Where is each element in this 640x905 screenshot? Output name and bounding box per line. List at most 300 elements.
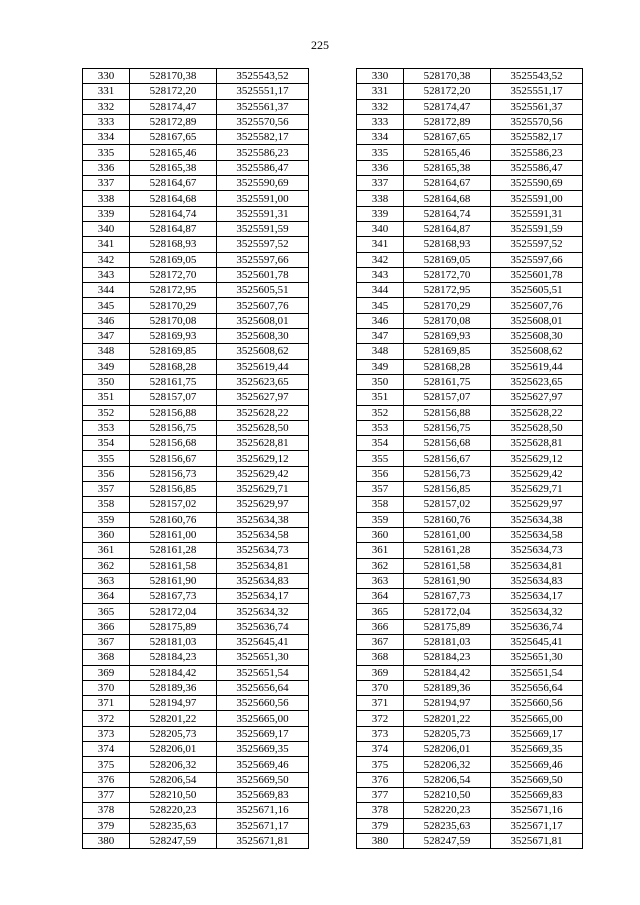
right-point-number-cell: 369 <box>357 665 404 680</box>
right-point-number-cell: 363 <box>357 573 404 588</box>
right-x-coordinate-cell: 528170,38 <box>404 69 491 84</box>
right-y-coordinate-cell: 3525623,65 <box>491 374 583 389</box>
left-y-coordinate-cell: 3525645,41 <box>217 634 309 649</box>
left-x-coordinate-cell: 528156,68 <box>130 436 217 451</box>
left-x-coordinate-cell: 528235,63 <box>130 818 217 833</box>
left-y-coordinate-cell: 3525627,97 <box>217 390 309 405</box>
left-y-coordinate-cell: 3525634,32 <box>217 604 309 619</box>
column-gap-cell <box>309 634 357 649</box>
table-row <box>83 221 583 236</box>
left-y-coordinate-cell: 3525636,74 <box>217 619 309 634</box>
column-gap-cell <box>309 451 357 466</box>
right-point-number-cell: 374 <box>357 742 404 757</box>
right-x-coordinate-cell: 528160,76 <box>404 512 491 527</box>
right-point-number-cell: 333 <box>357 114 404 129</box>
left-point-number-cell: 336 <box>83 160 130 175</box>
left-y-coordinate-cell: 3525629,42 <box>217 466 309 481</box>
column-gap-cell <box>309 436 357 451</box>
column-gap-cell <box>309 329 357 344</box>
right-y-coordinate-cell: 3525551,17 <box>491 84 583 99</box>
left-x-coordinate-cell: 528206,54 <box>130 772 217 787</box>
left-x-coordinate-cell: 528156,88 <box>130 405 217 420</box>
table-row <box>83 818 583 833</box>
left-point-number-cell: 344 <box>83 283 130 298</box>
column-gap-cell <box>309 359 357 374</box>
right-x-coordinate-cell: 528235,63 <box>404 818 491 833</box>
right-point-number-cell: 337 <box>357 176 404 191</box>
right-x-coordinate-cell: 528169,05 <box>404 252 491 267</box>
left-point-number-cell: 374 <box>83 742 130 757</box>
left-x-coordinate-cell: 528161,90 <box>130 573 217 588</box>
right-point-number-cell: 375 <box>357 757 404 772</box>
left-point-number-cell: 358 <box>83 497 130 512</box>
right-y-coordinate-cell: 3525586,23 <box>491 145 583 160</box>
right-point-number-cell: 379 <box>357 818 404 833</box>
right-x-coordinate-cell: 528156,73 <box>404 466 491 481</box>
table-row <box>83 665 583 680</box>
left-y-coordinate-cell: 3525669,35 <box>217 742 309 757</box>
table-row <box>83 114 583 129</box>
table-row <box>83 374 583 389</box>
right-y-coordinate-cell: 3525660,56 <box>491 696 583 711</box>
left-x-coordinate-cell: 528169,05 <box>130 252 217 267</box>
column-gap-cell <box>309 818 357 833</box>
left-y-coordinate-cell: 3525671,81 <box>217 833 309 848</box>
left-point-number-cell: 348 <box>83 344 130 359</box>
left-point-number-cell: 331 <box>83 84 130 99</box>
right-y-coordinate-cell: 3525669,35 <box>491 742 583 757</box>
right-point-number-cell: 331 <box>357 84 404 99</box>
left-y-coordinate-cell: 3525634,17 <box>217 589 309 604</box>
left-y-coordinate-cell: 3525597,52 <box>217 237 309 252</box>
left-point-number-cell: 361 <box>83 543 130 558</box>
right-x-coordinate-cell: 528157,07 <box>404 390 491 405</box>
left-x-coordinate-cell: 528160,76 <box>130 512 217 527</box>
right-x-coordinate-cell: 528156,85 <box>404 482 491 497</box>
right-x-coordinate-cell: 528164,68 <box>404 191 491 206</box>
right-x-coordinate-cell: 528161,58 <box>404 558 491 573</box>
right-y-coordinate-cell: 3525669,83 <box>491 787 583 802</box>
left-x-coordinate-cell: 528172,89 <box>130 114 217 129</box>
table-row <box>83 589 583 604</box>
column-gap-cell <box>309 772 357 787</box>
left-point-number-cell: 341 <box>83 237 130 252</box>
right-y-coordinate-cell: 3525601,78 <box>491 267 583 282</box>
left-point-number-cell: 369 <box>83 665 130 680</box>
left-x-coordinate-cell: 528157,02 <box>130 497 217 512</box>
column-gap-cell <box>309 512 357 527</box>
left-y-coordinate-cell: 3525601,78 <box>217 267 309 282</box>
right-y-coordinate-cell: 3525669,50 <box>491 772 583 787</box>
left-y-coordinate-cell: 3525591,31 <box>217 206 309 221</box>
left-point-number-cell: 351 <box>83 390 130 405</box>
left-x-coordinate-cell: 528201,22 <box>130 711 217 726</box>
right-point-number-cell: 346 <box>357 313 404 328</box>
right-y-coordinate-cell: 3525629,42 <box>491 466 583 481</box>
right-point-number-cell: 371 <box>357 696 404 711</box>
left-point-number-cell: 357 <box>83 482 130 497</box>
right-point-number-cell: 378 <box>357 803 404 818</box>
right-x-coordinate-cell: 528169,93 <box>404 329 491 344</box>
table-row <box>83 84 583 99</box>
column-gap-cell <box>309 99 357 114</box>
column-gap-cell <box>309 374 357 389</box>
table-row <box>83 619 583 634</box>
table-row <box>83 405 583 420</box>
right-x-coordinate-cell: 528172,89 <box>404 114 491 129</box>
table-row <box>83 772 583 787</box>
left-x-coordinate-cell: 528157,07 <box>130 390 217 405</box>
column-gap-cell <box>309 130 357 145</box>
column-gap-cell <box>309 604 357 619</box>
left-point-number-cell: 346 <box>83 313 130 328</box>
column-gap-cell <box>309 680 357 695</box>
right-point-number-cell: 357 <box>357 482 404 497</box>
left-x-coordinate-cell: 528165,46 <box>130 145 217 160</box>
table-row <box>83 191 583 206</box>
column-gap-cell <box>309 344 357 359</box>
right-y-coordinate-cell: 3525591,31 <box>491 206 583 221</box>
column-gap-cell <box>309 267 357 282</box>
column-gap-cell <box>309 84 357 99</box>
right-x-coordinate-cell: 528184,23 <box>404 650 491 665</box>
right-point-number-cell: 351 <box>357 390 404 405</box>
left-x-coordinate-cell: 528172,20 <box>130 84 217 99</box>
right-y-coordinate-cell: 3525634,81 <box>491 558 583 573</box>
right-x-coordinate-cell: 528164,74 <box>404 206 491 221</box>
right-y-coordinate-cell: 3525629,71 <box>491 482 583 497</box>
column-gap-cell <box>309 283 357 298</box>
right-point-number-cell: 359 <box>357 512 404 527</box>
right-y-coordinate-cell: 3525651,54 <box>491 665 583 680</box>
right-x-coordinate-cell: 528175,89 <box>404 619 491 634</box>
right-y-coordinate-cell: 3525669,17 <box>491 726 583 741</box>
column-gap-cell <box>309 726 357 741</box>
table-row <box>83 512 583 527</box>
left-x-coordinate-cell: 528161,00 <box>130 527 217 542</box>
table-row <box>83 160 583 175</box>
right-x-coordinate-cell: 528167,73 <box>404 589 491 604</box>
right-x-coordinate-cell: 528206,32 <box>404 757 491 772</box>
left-point-number-cell: 362 <box>83 558 130 573</box>
right-y-coordinate-cell: 3525582,17 <box>491 130 583 145</box>
right-y-coordinate-cell: 3525645,41 <box>491 634 583 649</box>
table-row <box>83 329 583 344</box>
left-point-number-cell: 365 <box>83 604 130 619</box>
left-point-number-cell: 368 <box>83 650 130 665</box>
table-row <box>83 451 583 466</box>
right-x-coordinate-cell: 528247,59 <box>404 833 491 848</box>
column-gap-cell <box>309 466 357 481</box>
right-point-number-cell: 345 <box>357 298 404 313</box>
right-y-coordinate-cell: 3525669,46 <box>491 757 583 772</box>
left-x-coordinate-cell: 528165,38 <box>130 160 217 175</box>
right-x-coordinate-cell: 528172,20 <box>404 84 491 99</box>
column-gap-cell <box>309 191 357 206</box>
table-row <box>83 390 583 405</box>
column-gap-cell <box>309 619 357 634</box>
left-y-coordinate-cell: 3525590,69 <box>217 176 309 191</box>
table-row <box>83 634 583 649</box>
coordinates-table-body <box>83 69 583 849</box>
left-point-number-cell: 354 <box>83 436 130 451</box>
page-number: 225 <box>311 38 329 52</box>
right-y-coordinate-cell: 3525671,81 <box>491 833 583 848</box>
right-point-number-cell: 354 <box>357 436 404 451</box>
column-gap-cell <box>309 757 357 772</box>
right-y-coordinate-cell: 3525607,76 <box>491 298 583 313</box>
left-x-coordinate-cell: 528168,28 <box>130 359 217 374</box>
right-y-coordinate-cell: 3525634,17 <box>491 589 583 604</box>
left-y-coordinate-cell: 3525628,81 <box>217 436 309 451</box>
left-x-coordinate-cell: 528175,89 <box>130 619 217 634</box>
left-y-coordinate-cell: 3525671,16 <box>217 803 309 818</box>
left-point-number-cell: 366 <box>83 619 130 634</box>
right-y-coordinate-cell: 3525634,58 <box>491 527 583 542</box>
column-gap-cell <box>309 787 357 802</box>
table-row <box>83 420 583 435</box>
left-point-number-cell: 335 <box>83 145 130 160</box>
left-point-number-cell: 350 <box>83 374 130 389</box>
table-row <box>83 527 583 542</box>
column-gap-cell <box>309 145 357 160</box>
column-gap-cell <box>309 221 357 236</box>
right-point-number-cell: 353 <box>357 420 404 435</box>
right-x-coordinate-cell: 528164,87 <box>404 221 491 236</box>
left-x-coordinate-cell: 528161,58 <box>130 558 217 573</box>
column-gap-cell <box>309 114 357 129</box>
left-point-number-cell: 334 <box>83 130 130 145</box>
column-gap-cell <box>309 405 357 420</box>
right-x-coordinate-cell: 528194,97 <box>404 696 491 711</box>
table-row <box>83 99 583 114</box>
left-y-coordinate-cell: 3525623,65 <box>217 374 309 389</box>
right-point-number-cell: 344 <box>357 283 404 298</box>
right-y-coordinate-cell: 3525634,83 <box>491 573 583 588</box>
table-row <box>83 573 583 588</box>
right-x-coordinate-cell: 528161,28 <box>404 543 491 558</box>
left-point-number-cell: 376 <box>83 772 130 787</box>
right-point-number-cell: 332 <box>357 99 404 114</box>
column-gap-cell <box>309 711 357 726</box>
table-row <box>83 359 583 374</box>
column-gap-cell <box>309 527 357 542</box>
left-x-coordinate-cell: 528247,59 <box>130 833 217 848</box>
left-point-number-cell: 363 <box>83 573 130 588</box>
right-point-number-cell: 364 <box>357 589 404 604</box>
column-gap-cell <box>309 298 357 313</box>
left-y-coordinate-cell: 3525669,46 <box>217 757 309 772</box>
left-x-coordinate-cell: 528156,67 <box>130 451 217 466</box>
left-x-coordinate-cell: 528167,65 <box>130 130 217 145</box>
left-point-number-cell: 379 <box>83 818 130 833</box>
column-gap-cell <box>309 803 357 818</box>
left-y-coordinate-cell: 3525570,56 <box>217 114 309 129</box>
right-y-coordinate-cell: 3525636,74 <box>491 619 583 634</box>
right-x-coordinate-cell: 528189,36 <box>404 680 491 695</box>
right-x-coordinate-cell: 528172,95 <box>404 283 491 298</box>
left-x-coordinate-cell: 528172,70 <box>130 267 217 282</box>
table-row <box>83 711 583 726</box>
left-x-coordinate-cell: 528172,04 <box>130 604 217 619</box>
right-x-coordinate-cell: 528170,08 <box>404 313 491 328</box>
right-point-number-cell: 355 <box>357 451 404 466</box>
left-y-coordinate-cell: 3525671,17 <box>217 818 309 833</box>
column-gap-cell <box>309 160 357 175</box>
left-y-coordinate-cell: 3525543,52 <box>217 69 309 84</box>
left-x-coordinate-cell: 528168,93 <box>130 237 217 252</box>
column-gap-cell <box>309 206 357 221</box>
right-y-coordinate-cell: 3525608,30 <box>491 329 583 344</box>
right-y-coordinate-cell: 3525597,52 <box>491 237 583 252</box>
right-point-number-cell: 343 <box>357 267 404 282</box>
right-point-number-cell: 372 <box>357 711 404 726</box>
right-x-coordinate-cell: 528168,93 <box>404 237 491 252</box>
right-x-coordinate-cell: 528168,28 <box>404 359 491 374</box>
left-x-coordinate-cell: 528184,42 <box>130 665 217 680</box>
right-point-number-cell: 366 <box>357 619 404 634</box>
right-y-coordinate-cell: 3525629,97 <box>491 497 583 512</box>
left-x-coordinate-cell: 528164,68 <box>130 191 217 206</box>
left-point-number-cell: 373 <box>83 726 130 741</box>
column-gap-cell <box>309 420 357 435</box>
right-point-number-cell: 377 <box>357 787 404 802</box>
left-point-number-cell: 342 <box>83 252 130 267</box>
left-point-number-cell: 375 <box>83 757 130 772</box>
right-point-number-cell: 330 <box>357 69 404 84</box>
right-y-coordinate-cell: 3525591,00 <box>491 191 583 206</box>
right-x-coordinate-cell: 528156,67 <box>404 451 491 466</box>
right-y-coordinate-cell: 3525671,16 <box>491 803 583 818</box>
right-x-coordinate-cell: 528161,00 <box>404 527 491 542</box>
right-x-coordinate-cell: 528201,22 <box>404 711 491 726</box>
right-y-coordinate-cell: 3525561,37 <box>491 99 583 114</box>
left-x-coordinate-cell: 528172,95 <box>130 283 217 298</box>
column-gap-cell <box>309 833 357 848</box>
table-row <box>83 604 583 619</box>
right-y-coordinate-cell: 3525628,22 <box>491 405 583 420</box>
table-row <box>83 237 583 252</box>
left-point-number-cell: 359 <box>83 512 130 527</box>
left-y-coordinate-cell: 3525634,58 <box>217 527 309 542</box>
left-x-coordinate-cell: 528220,23 <box>130 803 217 818</box>
table-row <box>83 130 583 145</box>
right-y-coordinate-cell: 3525634,32 <box>491 604 583 619</box>
table-row <box>83 252 583 267</box>
table-row <box>83 803 583 818</box>
table-row <box>83 680 583 695</box>
right-y-coordinate-cell: 3525634,38 <box>491 512 583 527</box>
left-point-number-cell: 337 <box>83 176 130 191</box>
left-point-number-cell: 345 <box>83 298 130 313</box>
left-x-coordinate-cell: 528156,73 <box>130 466 217 481</box>
left-y-coordinate-cell: 3525656,64 <box>217 680 309 695</box>
right-point-number-cell: 336 <box>357 160 404 175</box>
right-point-number-cell: 356 <box>357 466 404 481</box>
right-point-number-cell: 361 <box>357 543 404 558</box>
column-gap-cell <box>309 573 357 588</box>
right-y-coordinate-cell: 3525665,00 <box>491 711 583 726</box>
left-point-number-cell: 355 <box>83 451 130 466</box>
left-y-coordinate-cell: 3525561,37 <box>217 99 309 114</box>
right-point-number-cell: 380 <box>357 833 404 848</box>
table-row <box>83 298 583 313</box>
left-y-coordinate-cell: 3525660,56 <box>217 696 309 711</box>
left-y-coordinate-cell: 3525591,59 <box>217 221 309 236</box>
left-y-coordinate-cell: 3525608,01 <box>217 313 309 328</box>
table-row <box>83 757 583 772</box>
left-x-coordinate-cell: 528210,50 <box>130 787 217 802</box>
left-point-number-cell: 352 <box>83 405 130 420</box>
left-x-coordinate-cell: 528161,75 <box>130 374 217 389</box>
right-point-number-cell: 350 <box>357 374 404 389</box>
coordinates-table <box>82 68 583 849</box>
column-gap-cell <box>309 742 357 757</box>
table-row <box>83 466 583 481</box>
left-point-number-cell: 378 <box>83 803 130 818</box>
left-point-number-cell: 360 <box>83 527 130 542</box>
left-point-number-cell: 338 <box>83 191 130 206</box>
right-y-coordinate-cell: 3525570,56 <box>491 114 583 129</box>
left-point-number-cell: 356 <box>83 466 130 481</box>
left-x-coordinate-cell: 528164,67 <box>130 176 217 191</box>
left-point-number-cell: 380 <box>83 833 130 848</box>
right-y-coordinate-cell: 3525629,12 <box>491 451 583 466</box>
right-y-coordinate-cell: 3525651,30 <box>491 650 583 665</box>
left-x-coordinate-cell: 528174,47 <box>130 99 217 114</box>
right-y-coordinate-cell: 3525543,52 <box>491 69 583 84</box>
left-y-coordinate-cell: 3525634,83 <box>217 573 309 588</box>
right-y-coordinate-cell: 3525634,73 <box>491 543 583 558</box>
right-x-coordinate-cell: 528170,29 <box>404 298 491 313</box>
left-point-number-cell: 349 <box>83 359 130 374</box>
right-x-coordinate-cell: 528172,04 <box>404 604 491 619</box>
right-point-number-cell: 373 <box>357 726 404 741</box>
left-point-number-cell: 364 <box>83 589 130 604</box>
right-point-number-cell: 376 <box>357 772 404 787</box>
right-x-coordinate-cell: 528156,88 <box>404 405 491 420</box>
left-y-coordinate-cell: 3525634,38 <box>217 512 309 527</box>
right-x-coordinate-cell: 528174,47 <box>404 99 491 114</box>
right-y-coordinate-cell: 3525628,81 <box>491 436 583 451</box>
left-x-coordinate-cell: 528167,73 <box>130 589 217 604</box>
column-gap-cell <box>309 589 357 604</box>
left-point-number-cell: 332 <box>83 99 130 114</box>
right-y-coordinate-cell: 3525591,59 <box>491 221 583 236</box>
right-y-coordinate-cell: 3525628,50 <box>491 420 583 435</box>
left-y-coordinate-cell: 3525607,76 <box>217 298 309 313</box>
right-y-coordinate-cell: 3525597,66 <box>491 252 583 267</box>
left-y-coordinate-cell: 3525665,00 <box>217 711 309 726</box>
left-y-coordinate-cell: 3525669,83 <box>217 787 309 802</box>
left-y-coordinate-cell: 3525605,51 <box>217 283 309 298</box>
right-x-coordinate-cell: 528156,75 <box>404 420 491 435</box>
table-row <box>83 344 583 359</box>
table-row <box>83 497 583 512</box>
column-gap-cell <box>309 313 357 328</box>
right-point-number-cell: 368 <box>357 650 404 665</box>
right-x-coordinate-cell: 528167,65 <box>404 130 491 145</box>
right-point-number-cell: 362 <box>357 558 404 573</box>
right-y-coordinate-cell: 3525656,64 <box>491 680 583 695</box>
column-gap-cell <box>309 482 357 497</box>
left-y-coordinate-cell: 3525651,54 <box>217 665 309 680</box>
column-gap-cell <box>309 176 357 191</box>
right-x-coordinate-cell: 528161,75 <box>404 374 491 389</box>
left-point-number-cell: 343 <box>83 267 130 282</box>
left-x-coordinate-cell: 528184,23 <box>130 650 217 665</box>
left-x-coordinate-cell: 528206,32 <box>130 757 217 772</box>
